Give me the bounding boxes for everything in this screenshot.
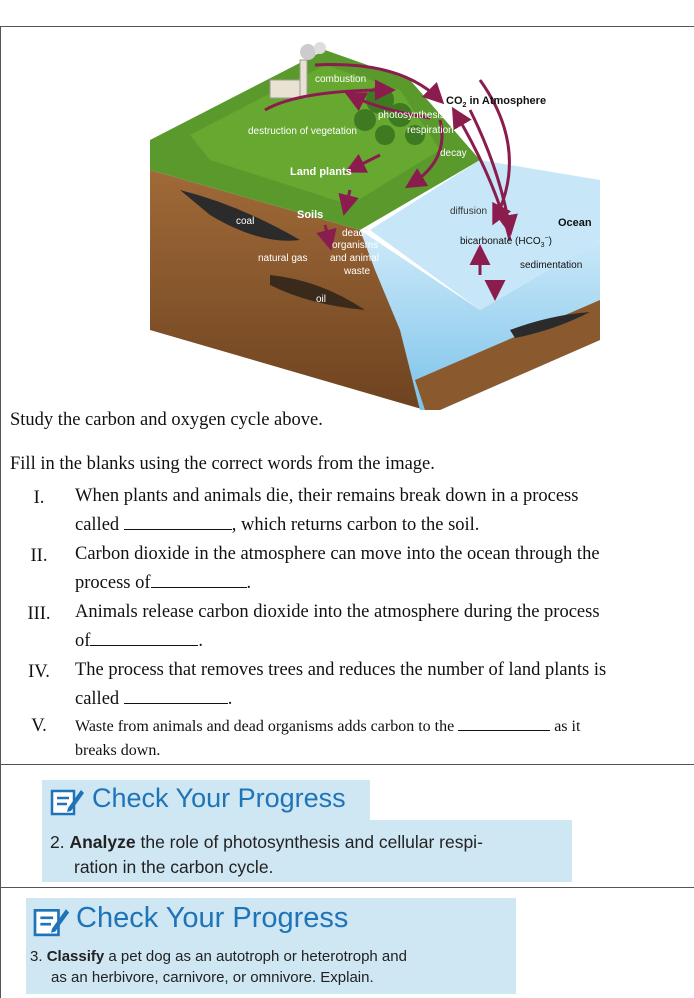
left-border (0, 26, 1, 998)
question-1-pre: called (75, 515, 124, 535)
question-3-line1: Animals release carbon dioxide into the atmosphere during the process (75, 602, 600, 622)
question-4-line1: The process that removes trees and reduces the number of land plants is (75, 660, 607, 680)
label-photosynthesis: photosynthesis (378, 110, 445, 121)
section-rule-1 (0, 764, 694, 765)
blank-1[interactable] (124, 511, 232, 530)
check-progress-2-text (50, 830, 483, 880)
question-1 (75, 482, 685, 540)
question-1-line1: When plants and animals die, their remains break down in a process (75, 486, 579, 506)
question-3-number: III. (27, 604, 51, 624)
blank-4[interactable] (124, 685, 228, 704)
question-2-number: II. (30, 546, 48, 566)
question-1-post: , which returns carbon to the soil. (231, 515, 480, 535)
study-instruction: Study the carbon and oxygen cycle above. (10, 410, 323, 430)
label-bicarbonate: bicarbonate $(HCO_3^-)$ (460, 235, 552, 249)
question-3-post: . (198, 631, 204, 651)
check-progress-3-number: 3. (30, 948, 43, 965)
check-progress-3-text (30, 946, 407, 988)
label-coal: coal (236, 216, 255, 227)
section-rule-2 (0, 887, 694, 888)
label-natural-gas: natural gas (258, 253, 308, 264)
label-combustion: combustion (315, 74, 367, 85)
label-decay: decay (440, 148, 467, 159)
check-progress-3-line1: a pet dog as an autotroph or heterotroph and (104, 948, 407, 965)
notepad-icon (50, 786, 84, 816)
check-progress-2-title: Check Your Progress (92, 783, 346, 813)
fill-instruction: Fill in the blanks using the correct words from the image. (10, 454, 435, 474)
label-land-plants: Land plants (290, 166, 352, 178)
question-5-line1a: Waste from animals and dead organisms adds carbon to the (75, 718, 459, 735)
label-waste: waste (344, 266, 371, 277)
label-sedimentation: sedimentation (520, 260, 583, 271)
question-4-pre: called (75, 689, 124, 709)
label-dead: dead (342, 228, 365, 239)
label-oil: oil (316, 294, 327, 305)
check-progress-2-line1: the role of photosynthesis and cellular respi- (135, 832, 483, 852)
label-respiration: respiration (407, 125, 454, 136)
blank-3[interactable] (90, 627, 198, 646)
question-4-post: . (227, 689, 233, 709)
check-progress-3-line2: as an herbivore, carnivore, or omnivore. Explain. (51, 969, 374, 986)
label-organisms: organisms (332, 240, 379, 251)
question-1-number: I. (33, 488, 45, 508)
notepad-icon (32, 905, 70, 937)
question-2-pre: process of (75, 573, 151, 593)
check-progress-3-title: Check Your Progress (76, 902, 349, 934)
label-co2-atmosphere: $CO_2$ in Atmosphere (446, 95, 547, 109)
top-rule (0, 26, 694, 27)
question-2-line1: Carbon dioxide in the atmosphere can move into the ocean through the (75, 544, 600, 564)
carbon-cycle-diagram (150, 40, 600, 410)
label-and-animal: and animal (330, 253, 379, 264)
label-soils: Soils (297, 209, 324, 221)
check-progress-2-verb: Analyze (69, 832, 136, 852)
question-3 (75, 598, 685, 656)
question-5 (75, 712, 685, 763)
label-destruction: destruction of vegetation (248, 126, 357, 137)
question-5-line2: breaks down. (75, 742, 161, 759)
question-4-number: IV. (28, 662, 50, 682)
check-progress-2-line2: ration in the carbon cycle. (74, 857, 274, 877)
question-2 (75, 540, 685, 598)
blank-5[interactable] (458, 712, 550, 731)
check-progress-2-number: 2. (50, 832, 65, 852)
label-ocean: Ocean (558, 217, 592, 229)
blank-2[interactable] (151, 569, 247, 588)
question-5-number: V. (31, 716, 47, 736)
check-progress-3-verb: Classify (46, 948, 105, 965)
question-4 (75, 656, 685, 714)
label-diffusion: diffusion (450, 206, 488, 217)
question-2-post: . (246, 573, 252, 593)
question-5-line1b: as it (550, 718, 581, 735)
question-3-pre: of (75, 631, 91, 651)
